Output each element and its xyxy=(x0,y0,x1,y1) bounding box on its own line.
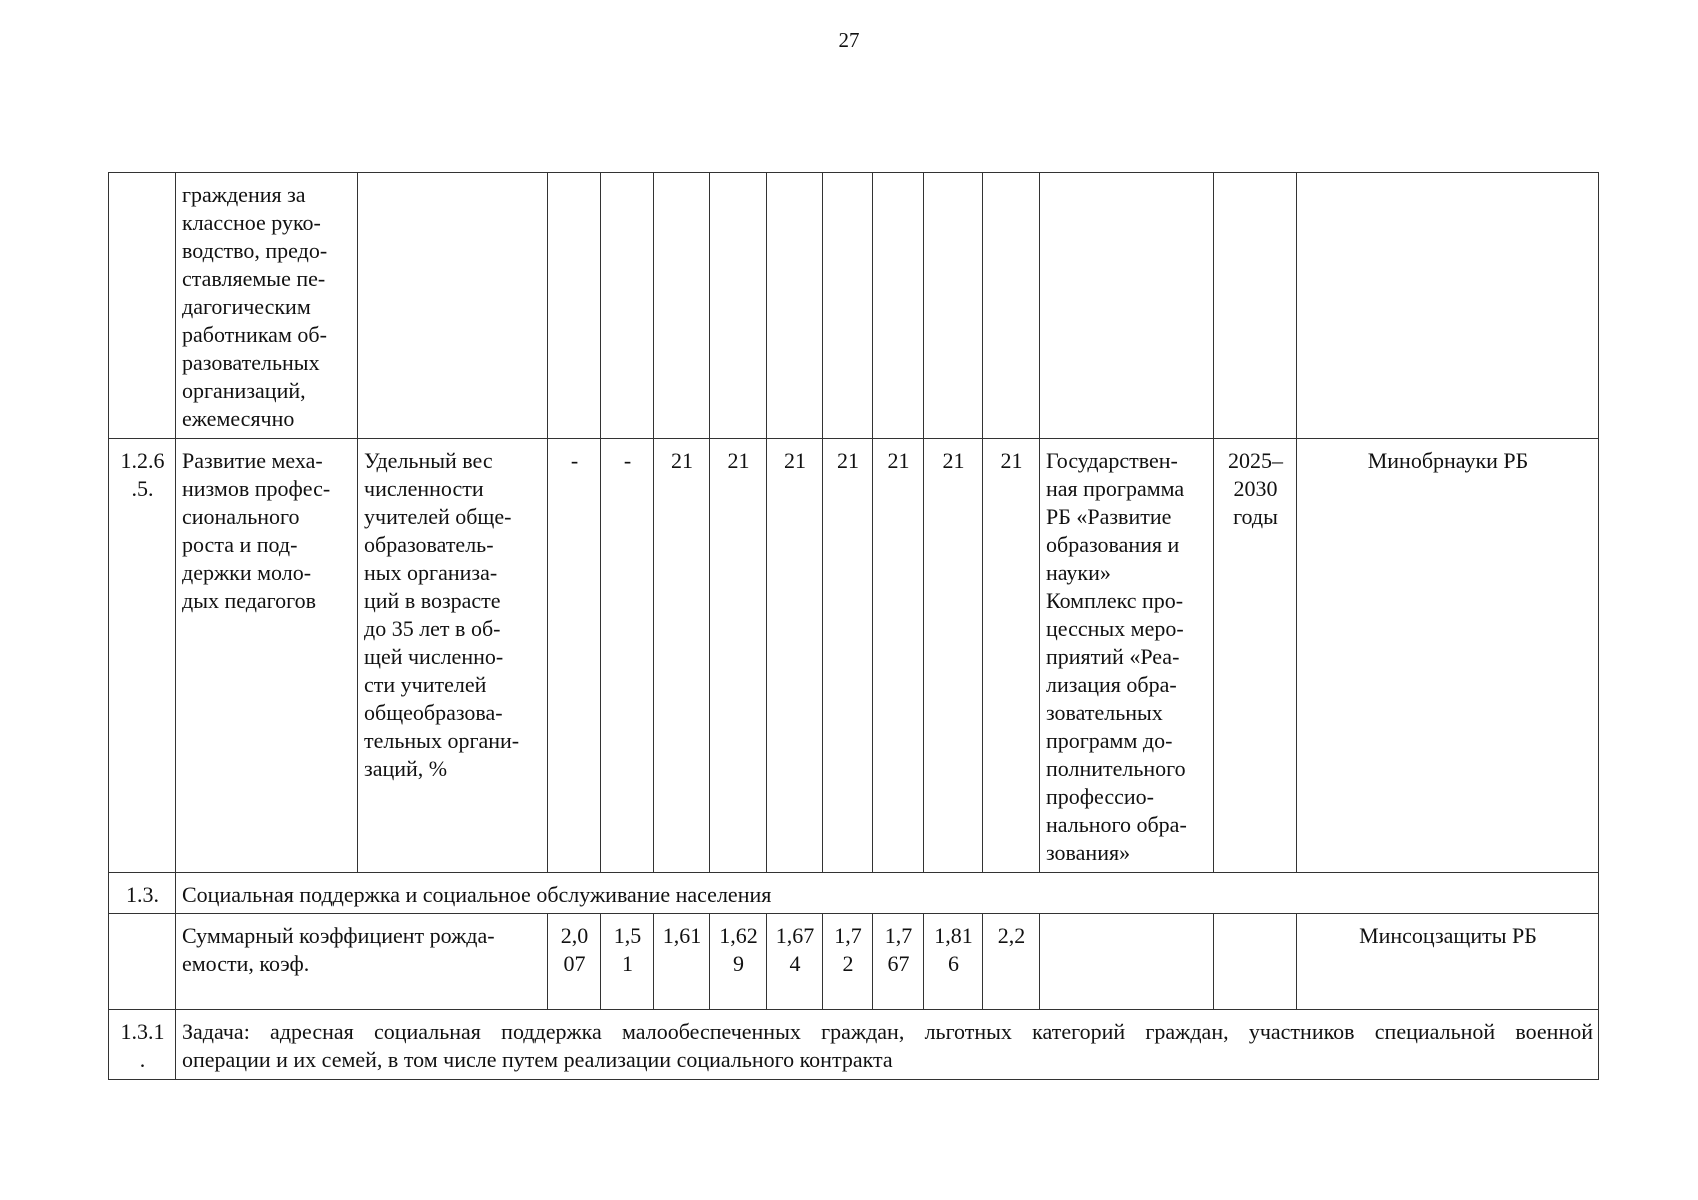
value-cell: 2,0 07 xyxy=(548,914,601,1010)
program-cell xyxy=(1040,914,1214,1010)
value-cell: 1,67 4 xyxy=(767,914,823,1010)
row-number-cell: 1.3. xyxy=(109,873,176,914)
value-cell: 1,61 xyxy=(654,914,710,1010)
row-number-cell: 1.2.6 .5. xyxy=(109,439,176,873)
value-cell: 1,62 9 xyxy=(710,914,767,1010)
value-cell: - xyxy=(601,439,654,873)
section-title-cell: Социальная поддержка и социальное обслуживание населения xyxy=(176,873,1599,914)
responsible-cell: Минсоцзащиты РБ xyxy=(1297,914,1599,1010)
indicator-cell xyxy=(358,173,548,439)
program-cell xyxy=(1040,173,1214,439)
value-cell: 1,81 6 xyxy=(924,914,983,1010)
value-cell: 21 xyxy=(654,439,710,873)
program-cell: Государствен- ная программа РБ «Развитие образования и науки» Комплекс про- цессных меро- приятий «Реа- лизация обра- зовательных программ до- полнительного профессио- нального обра- зования» xyxy=(1040,439,1214,873)
value-cell: 2,2 xyxy=(983,914,1040,1010)
event-name-cell: Развитие меха- низмов профес- сионального роста и под- держки моло- дых педагогов xyxy=(176,439,358,873)
value-cell: 1,5 1 xyxy=(601,914,654,1010)
table-row xyxy=(109,173,1599,439)
value-cell: 21 xyxy=(924,439,983,873)
page-number: 27 xyxy=(838,28,860,52)
table-row xyxy=(109,873,1599,914)
row-number-cell: 1.3.1 . xyxy=(109,1010,176,1080)
row-number-cell xyxy=(109,914,176,1010)
indicator-cell: Суммарный коэффициент рожда- емости, коэф. xyxy=(176,914,548,1010)
event-name-cell: граждения за классное руко- водство, предо- ставляемые пе- дагогическим работникам об- разовательных организаций, ежемесячно xyxy=(176,173,358,439)
value-cell: 1,7 2 xyxy=(823,914,873,1010)
value-cell: 21 xyxy=(767,439,823,873)
value-cell: 21 xyxy=(873,439,924,873)
indicator-cell: Удельный вес численности учителей обще- образователь- ных организа- ций в возрасте до 35 лет в об- щей численно- сти учителей общеобразова- тельных органи- заций, % xyxy=(358,439,548,873)
period-cell: 2025– 2030 годы xyxy=(1214,439,1297,873)
value-cell: 21 xyxy=(710,439,767,873)
row-number-cell xyxy=(109,173,176,439)
table-row xyxy=(109,914,1599,1010)
period-cell xyxy=(1214,914,1297,1010)
value-cell: 21 xyxy=(823,439,873,873)
responsible-cell xyxy=(1297,173,1599,439)
value-cell: - xyxy=(548,439,601,873)
table-row xyxy=(109,439,1599,873)
table-row xyxy=(109,1010,1599,1080)
indicators-table xyxy=(108,172,1599,1080)
period-cell xyxy=(1214,173,1297,439)
responsible-cell: Минобрнауки РБ xyxy=(1297,439,1599,873)
task-cell: Задача: адресная социальная поддержка малообеспеченных граждан, льготных категорий граждан, участников специальной военной операции и их семей, в том числе путем реализации социального контракта xyxy=(176,1010,1599,1080)
value-cell: 1,7 67 xyxy=(873,914,924,1010)
value-cell: 21 xyxy=(983,439,1040,873)
